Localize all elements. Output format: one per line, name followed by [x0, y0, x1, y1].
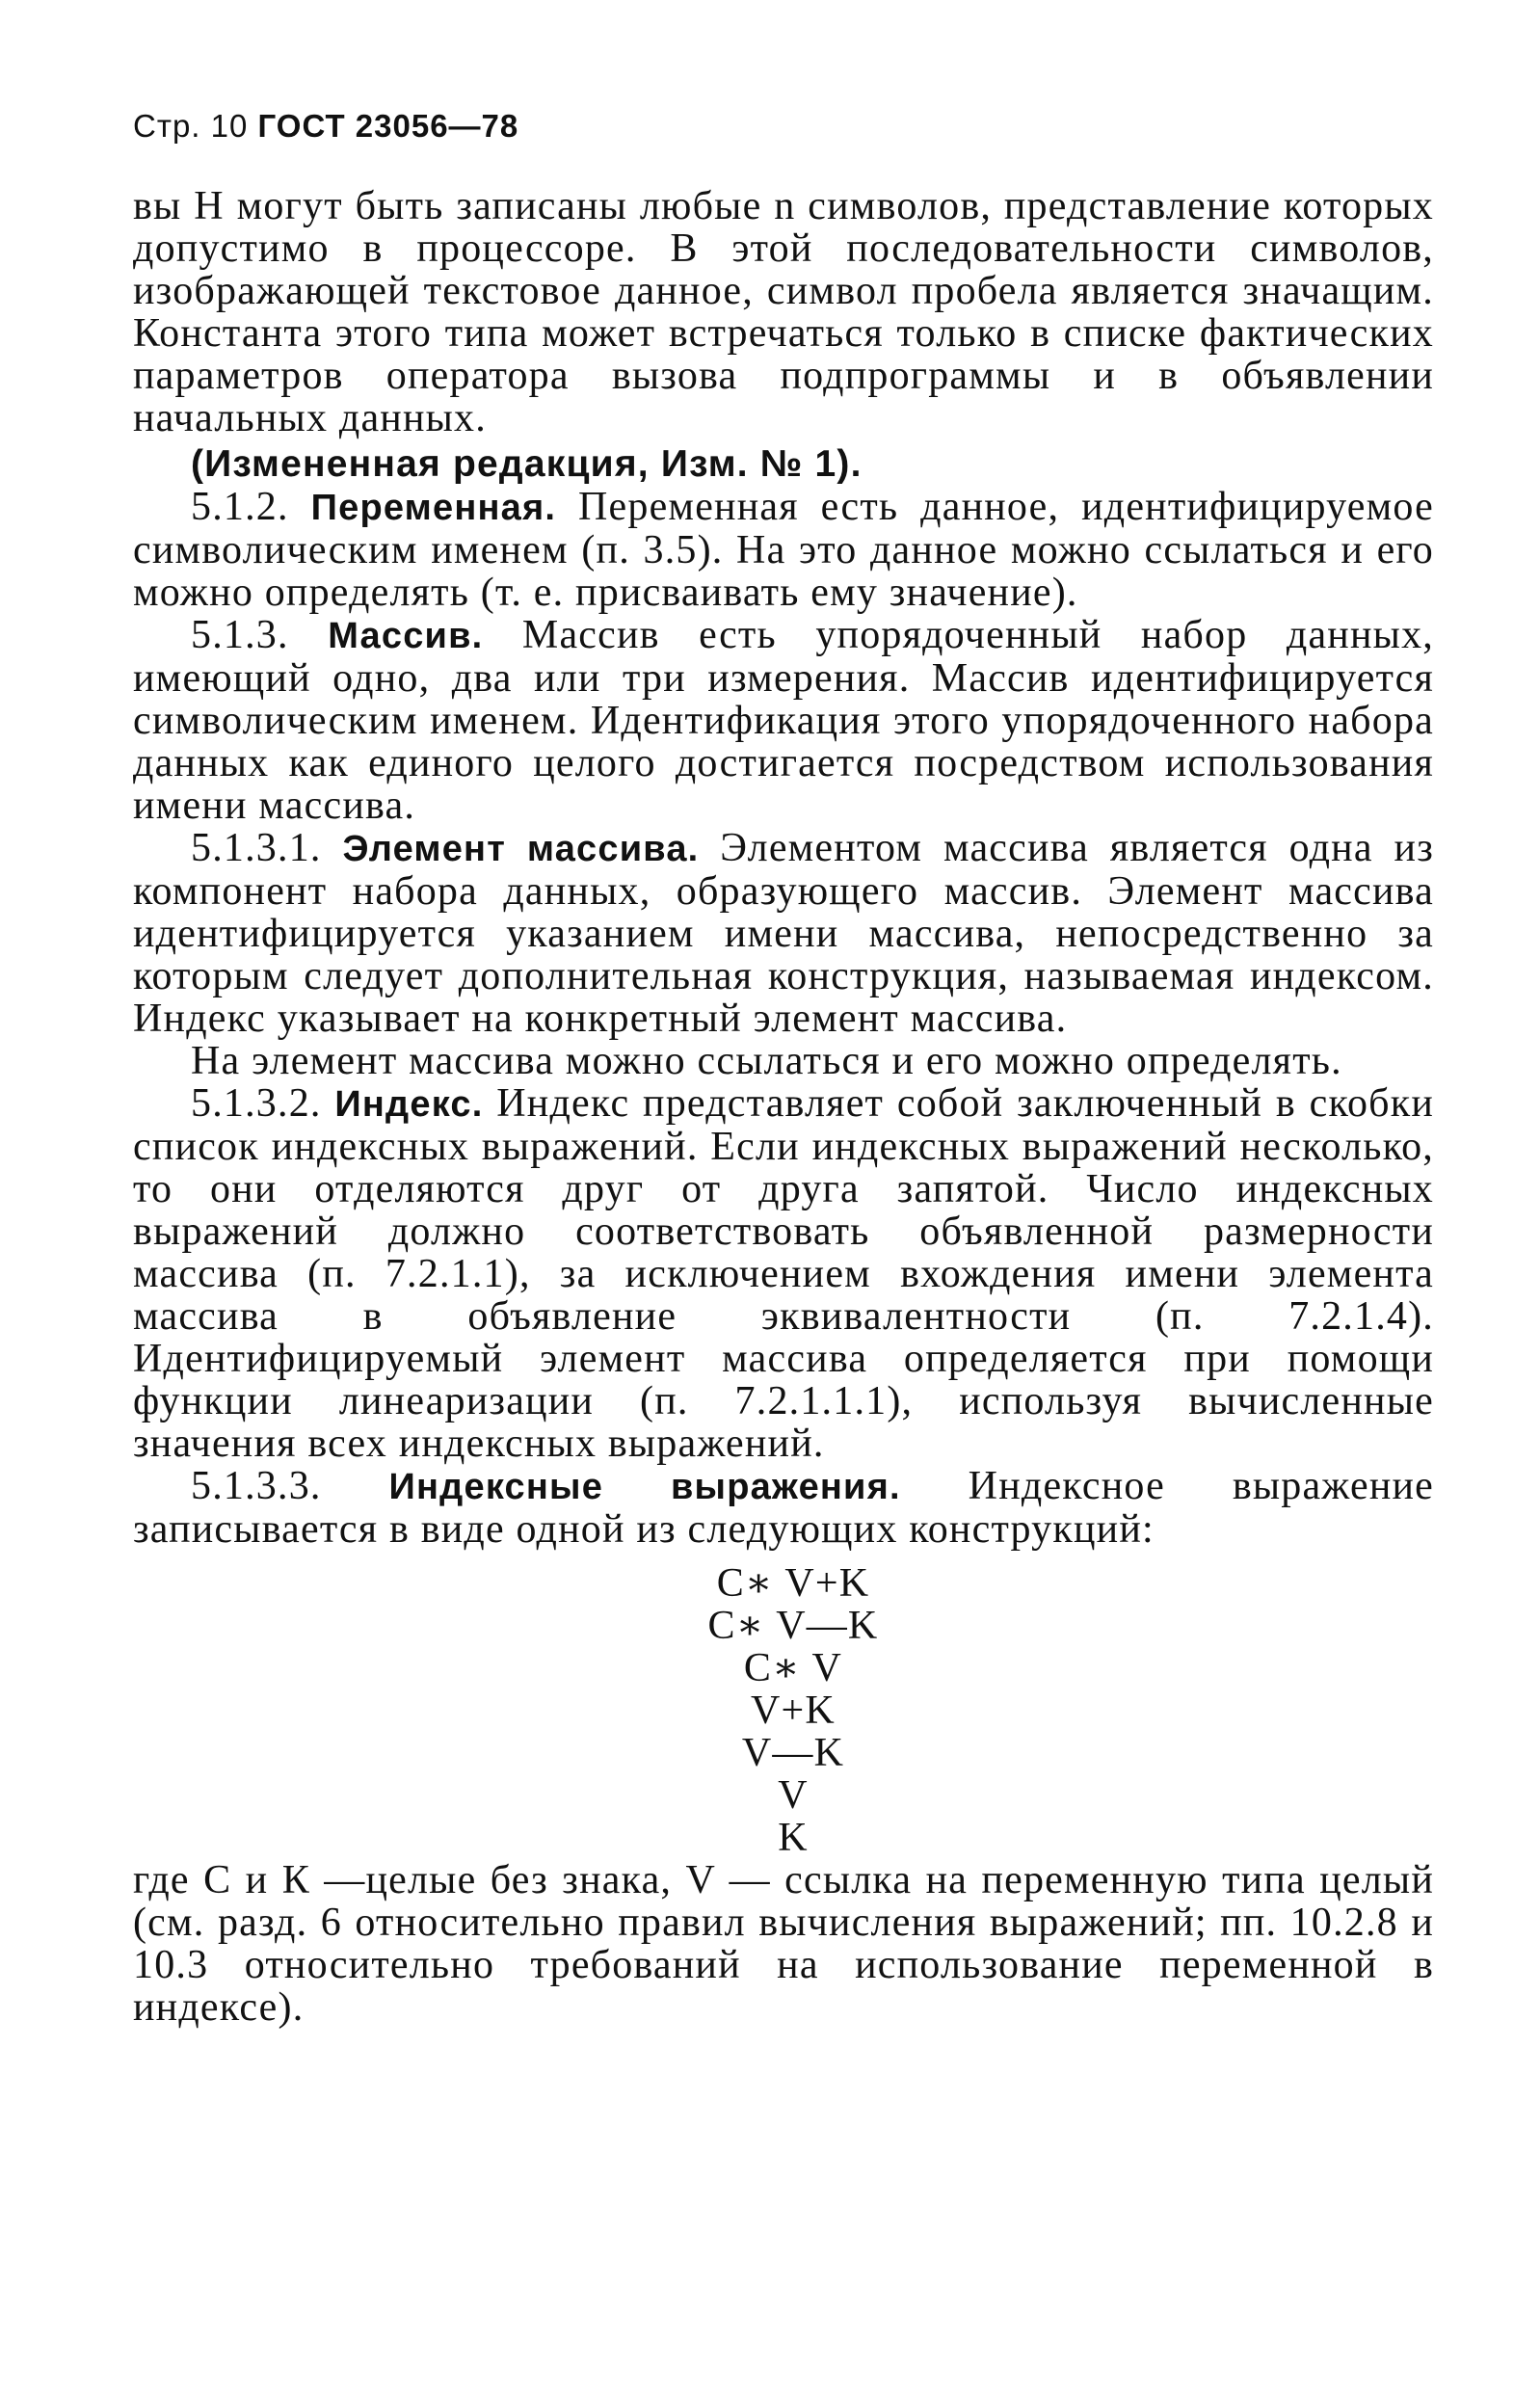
section-title: Массив. — [328, 616, 484, 656]
edited-note: (Измененная редакция, Изм. № 1). — [191, 443, 863, 485]
section-number: 5.1.3. — [191, 613, 289, 657]
section-5-1-3 — [133, 614, 1434, 827]
paragraph-array-element-reference: На элемент массива можно ссылаться и его можно определять. — [191, 1039, 1342, 1083]
formula: K — [778, 1816, 809, 1860]
section-title: Элемент массива. — [342, 829, 700, 869]
formula: С∗ V — [743, 1646, 843, 1690]
section-number: 5.1.3.1. — [191, 826, 322, 870]
formula: V—K — [741, 1731, 845, 1775]
formula: V — [778, 1773, 809, 1818]
section-text: Индекс представляет собой заключенный в скобки список индексных выражений. Если индексных выражений несколько, то они отделяются друг от друга запятой. Число индексных выражений должно соответствовать объявленной размерности массива (п. 7.2.1.1), за исключением вхождения имени элемента массива в объявление эквивалентности (п. 7.2.1.4). Идентифицируемый элемент массива определяется при помощи функции линеаризации (п. 7.2.1.1.1), используя вычисленные значения всех индексных выражений. — [133, 1081, 1434, 1466]
formula-list — [133, 1562, 1434, 1859]
section-title: Индексные выражения. — [388, 1467, 901, 1507]
section-number: 5.1.2. — [191, 485, 289, 529]
section-number: 5.1.3.2. — [191, 1081, 322, 1126]
standard-code: ГОСТ 23056—78 — [257, 108, 519, 144]
section-text: Элементом массива является одна из компонент набора данных, образующего массив. Элемент массива идентифицируется указанием имени массива, непосредственно за которым следует дополнительная конструкция, называемая индексом. Индекс указывает на конкретный элемент массива. — [133, 826, 1434, 1041]
section-text: Переменная есть данное, идентифицируемое символическим именем (п. 3.5). На это данное можно ссылаться и его можно определять (т. е. присваивать ему значение). — [133, 485, 1434, 615]
page-number: Стр. 10 — [133, 108, 249, 144]
formula: С∗ V—K — [707, 1604, 879, 1648]
page-header — [133, 108, 518, 145]
document-body — [133, 185, 1434, 2029]
section-text: Массив есть упорядоченный набор данных, имеющий одно, два или три измерения. Массив идентифицируется символическим именем. Идентификация этого упорядоченного набора данных как единого целого достигается посредством использования имени массива. — [133, 613, 1434, 828]
formula: С∗ V+K — [716, 1561, 870, 1606]
section-5-1-3-3 — [133, 1465, 1434, 1551]
formula: V+K — [751, 1688, 836, 1733]
section-title: Индекс. — [334, 1084, 484, 1125]
section-title: Переменная. — [310, 488, 557, 528]
section-5-1-3-1 — [133, 827, 1434, 1040]
section-5-1-3-2 — [133, 1082, 1434, 1465]
section-5-1-2 — [133, 486, 1434, 614]
paragraph-continuation: вы Н могут быть записаны любые n символов, представление которых допустимо в процессоре. В этой последовательности символов, изображающей текстовое данное, символ пробела является значащим. Константа этого типа может встречаться только в списке фактических параметров оператора вызова подпрограммы и в объявлении начальных данных. — [133, 184, 1434, 440]
section-text: Индексное выражение записывается в виде одной из следующих конструкций: — [133, 1464, 1435, 1552]
section-number: 5.1.3.3. — [191, 1464, 322, 1508]
where-clause: где С и К —целые без знака, V — ссылка на переменную типа целый (см. разд. 6 относительно правил вычисления выражений; пп. 10.2.8 и 10.3 относительно требований на использование переменной в индексе). — [133, 1858, 1434, 2030]
